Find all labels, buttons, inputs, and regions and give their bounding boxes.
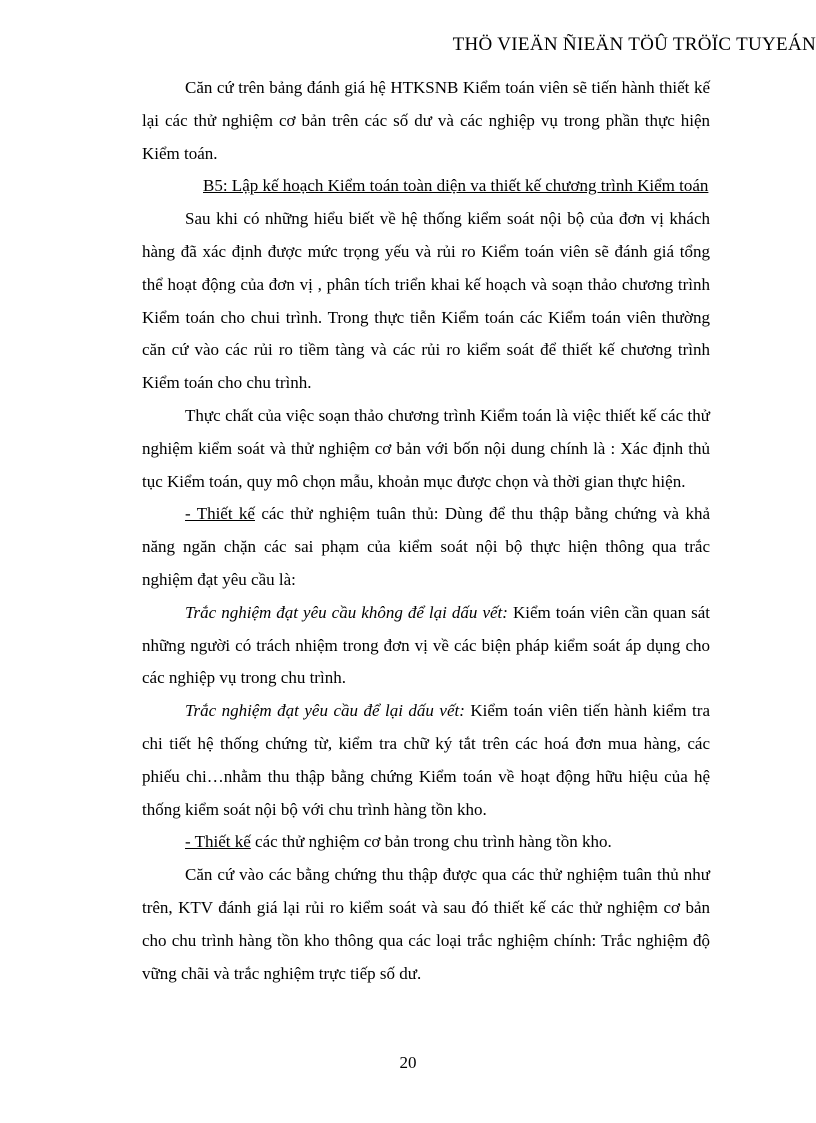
no-trace-test-term: Trắc nghiệm đạt yêu cầu không để lại dấu vết: [185, 602, 508, 622]
compliance-tests-lead: - Thiết kế [185, 504, 255, 524]
trace-test-term: Trắc nghiệm đạt yêu cầu để lại dấu vết: [185, 701, 465, 721]
paragraph-trace-test [142, 695, 710, 826]
paragraph-2: Sau khi có những hiểu biết về hệ thống kiểm soát nội bộ của đơn vị khách hàng đã xác định được mức trọng yếu và rủi ro Kiểm toán viên sẽ đánh giá tổng thể hoạt động của đơn vị , phân tích triển khai kế hoạch và soạn thảo chương trình Kiểm toán cho chui trình. Trong thực tiễn Kiểm toán các Kiểm toán viên thường căn cứ vào các rủi ro tiềm tàng và các rủi ro kiểm soát để thiết kế chương trình Kiểm toán cho chu trình. [142, 209, 710, 393]
paragraph-compliance-tests [142, 498, 710, 596]
no-trace-test-text: Kiểm toán viên cần quan sát những người có trách nhiệm trong đơn vị về các biện pháp kiểm soát áp dụng cho các nghiệp vụ trong chu trình. [142, 602, 710, 688]
compliance-tests-text: các thử nghiệm tuân thủ: Dùng để thu thập bằng chứng và khả năng ngăn chặn các sai phạm của kiểm soát nội bộ thực hiện thông qua trắc nghiệm đạt yêu cầu là: [142, 504, 710, 589]
trace-test-text: Kiểm toán viên tiến hành kiểm tra chi tiết hệ thống chứng từ, kiểm tra chữ ký tắt trên các hoá đơn mua hàng, các phiếu chi…nhằm thu thập bằng chứng Kiểm toán về hoạt động hữu hiệu của hệ thống kiểm soát nội bộ với chu trình hàng tồn kho. [142, 701, 710, 819]
section-heading-b5 [142, 170, 710, 203]
paragraph-3: Thực chất của việc soạn thảo chương trình Kiểm toán là việc thiết kế các thử nghiệm kiểm soát và thử nghiệm cơ bản với bốn nội dung chính là : Xác định thủ tục Kiểm toán, quy mô chọn mẫu, khoản mục được chọn và thời gian thực hiện. [142, 405, 710, 491]
paragraph-substantive-tests [142, 826, 710, 859]
document-body [142, 72, 710, 990]
page-header: THÖ VIEÄN ÑIEÄN TÖÛ TRÖÏC TUYEÁN [452, 34, 816, 55]
page-number: 20 [399, 1053, 417, 1072]
substantive-tests-text: các thử nghiệm cơ bản trong chu trình hàng tồn kho. [250, 832, 612, 852]
substantive-tests-lead: - Thiết kế [185, 832, 251, 852]
paragraph-8: Căn cứ vào các bằng chứng thu thập được qua các thử nghiệm tuân thủ như trên, KTV đánh giá lại rủi ro kiểm soát và sau đó thiết kế các thử nghiệm cơ bản cho chu trình hàng tồn kho thông qua các loại trắc nghiệm chính: Trắc nghiệm độ vững chãi và trắc nghiệm trực tiếp số dư. [142, 865, 710, 983]
paragraph-1: Căn cứ trên bảng đánh giá hệ HTKSNB Kiểm toán viên sẽ tiến hành thiết kế lại các thử nghiệm cơ bản trên các số dư và các nghiệp vụ trong phần thực hiện Kiểm toán. [142, 78, 710, 163]
section-heading-b5-text: B5: Lập kế hoạch Kiểm toán toàn diện va thiết kế chương trình Kiểm toán [203, 176, 709, 196]
paragraph-no-trace-test [142, 597, 710, 695]
